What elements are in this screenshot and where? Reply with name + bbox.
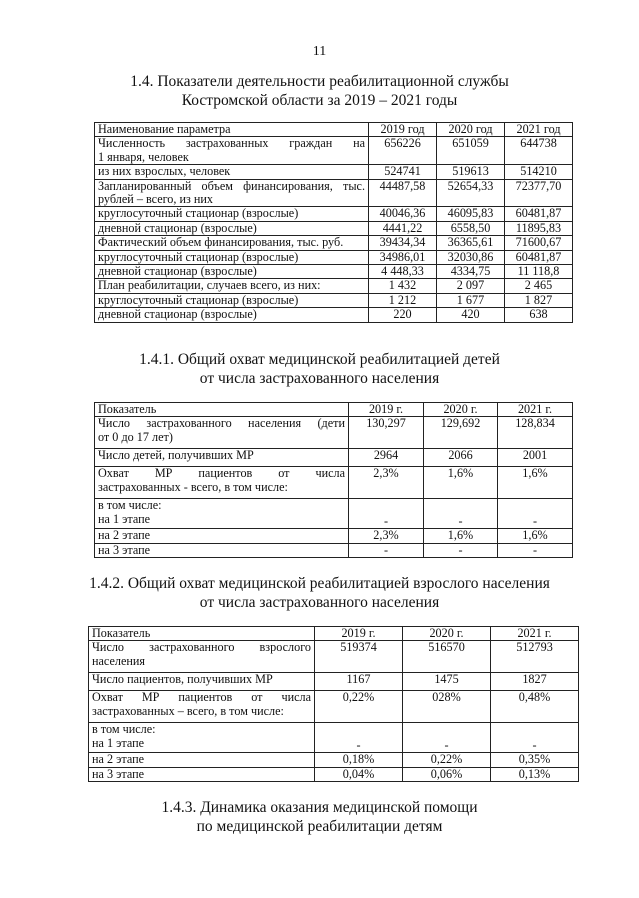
table-row xyxy=(95,467,573,499)
header-cell: 2019 год xyxy=(369,123,437,137)
section-1-4-title xyxy=(0,72,639,110)
value-cell: 656226 xyxy=(369,137,437,165)
value-cell: 2 465 xyxy=(505,279,573,293)
value-cell: 2 097 xyxy=(437,279,505,293)
value-cell: - xyxy=(349,543,424,557)
value-cell: 1,6% xyxy=(424,467,498,499)
value-cell: 4441,22 xyxy=(369,221,437,235)
row-label: на 3 этапе xyxy=(95,543,349,557)
value-cell: 40046,36 xyxy=(369,207,437,221)
value-cell: 44487,58 xyxy=(369,179,437,207)
value-cell: - xyxy=(491,723,579,753)
header-cell: 2021 г. xyxy=(491,627,579,641)
adult-coverage-table xyxy=(88,626,579,782)
title-line: 1.4.3. Динамика оказания медицинской помощи xyxy=(161,799,478,816)
table-row xyxy=(95,137,573,165)
value-cell: 11 118,8 xyxy=(505,265,573,279)
table-row xyxy=(95,308,573,322)
header-cell: 2019 г. xyxy=(315,627,403,641)
value-cell: 519374 xyxy=(315,641,403,673)
table-row xyxy=(89,673,579,691)
value-cell: 516570 xyxy=(403,641,491,673)
value-cell: 524741 xyxy=(369,165,437,179)
value-cell: 11895,83 xyxy=(505,221,573,235)
value-cell: 1 677 xyxy=(437,293,505,307)
value-cell: 32030,86 xyxy=(437,250,505,264)
title-line: 1.4.1. Общий охват медицинской реабилитацией детей xyxy=(139,351,500,368)
row-label: Число застрахованного населения (дети от 0 до 17 лет) xyxy=(95,417,349,449)
table-row xyxy=(89,641,579,673)
value-cell: 60481,87 xyxy=(505,250,573,264)
table-row xyxy=(95,265,573,279)
value-cell: 39434,34 xyxy=(369,236,437,250)
value-cell: 519613 xyxy=(437,165,505,179)
table-row xyxy=(95,417,573,449)
row-label: на 2 этапе xyxy=(89,753,315,767)
section-1-4-2-title xyxy=(0,574,639,612)
title-line: от числа застрахованного населения xyxy=(199,594,440,611)
value-cell: 128,834 xyxy=(498,417,573,449)
header-cell: 2019 г. xyxy=(349,403,424,417)
indicators-table xyxy=(94,122,573,323)
value-cell: 0,22% xyxy=(403,753,491,767)
value-cell: 0,35% xyxy=(491,753,579,767)
value-cell: 514210 xyxy=(505,165,573,179)
row-label: Фактический объем финансирования, тыс. руб. xyxy=(95,236,369,250)
row-label: Число застрахованного взрослого населения xyxy=(89,641,315,673)
children-coverage-table xyxy=(94,402,573,558)
value-cell: - xyxy=(403,723,491,753)
value-cell: 651059 xyxy=(437,137,505,165)
value-cell: 1 432 xyxy=(369,279,437,293)
value-cell: 0,22% xyxy=(315,691,403,723)
header-cell: 2020 год xyxy=(437,123,505,137)
row-label: дневной стационар (взрослые) xyxy=(95,221,369,235)
page-number: 11 xyxy=(312,44,327,59)
row-label: План реабилитации, случаев всего, из них: xyxy=(95,279,369,293)
value-cell: 130,297 xyxy=(349,417,424,449)
title-line: 1.4. Показатели деятельности реабилитационной службы xyxy=(130,73,509,90)
value-cell: 1,6% xyxy=(498,529,573,543)
value-cell: 6558,50 xyxy=(437,221,505,235)
table-row xyxy=(95,279,573,293)
value-cell: 1167 xyxy=(315,673,403,691)
value-cell: 1,6% xyxy=(498,467,573,499)
row-label: круглосуточный стационар (взрослые) xyxy=(95,293,369,307)
value-cell: 60481,87 xyxy=(505,207,573,221)
table-row xyxy=(95,499,573,529)
value-cell: 4 448,33 xyxy=(369,265,437,279)
header-cell: 2021 год xyxy=(505,123,573,137)
row-label: Число детей, получивших МР xyxy=(95,449,349,467)
value-cell: 0,48% xyxy=(491,691,579,723)
value-cell: 1,6% xyxy=(424,529,498,543)
table-row xyxy=(95,179,573,207)
header-cell: Показатель xyxy=(89,627,315,641)
header-cell: Показатель xyxy=(95,403,349,417)
table-row xyxy=(89,753,579,767)
value-cell: 72377,70 xyxy=(505,179,573,207)
value-cell: - xyxy=(349,499,424,529)
table-row xyxy=(89,767,579,781)
value-cell: 2,3% xyxy=(349,529,424,543)
value-cell: 2001 xyxy=(498,449,573,467)
header-cell: Наименование параметра xyxy=(95,123,369,137)
title-line: от числа застрахованного населения xyxy=(199,370,440,387)
value-cell: 1 212 xyxy=(369,293,437,307)
row-label: Запланированный объем финансирования, тыс. рублей – всего, из них xyxy=(95,179,369,207)
table-header-row xyxy=(95,123,573,137)
value-cell: - xyxy=(424,543,498,557)
table-row xyxy=(95,449,573,467)
title-line: Костромской области за 2019 – 2021 годы xyxy=(181,92,458,109)
row-label: Численность застрахованных граждан на 1 января, человек xyxy=(95,137,369,165)
table-row xyxy=(95,221,573,235)
table-header-row xyxy=(89,627,579,641)
row-label: круглосуточный стационар (взрослые) xyxy=(95,207,369,221)
value-cell: 420 xyxy=(437,308,505,322)
table-row xyxy=(95,543,573,557)
value-cell: - xyxy=(498,543,573,557)
row-label: из них взрослых, человек xyxy=(95,165,369,179)
value-cell: 4334,75 xyxy=(437,265,505,279)
row-label: дневной стационар (взрослые) xyxy=(95,308,369,322)
value-cell: 2,3% xyxy=(349,467,424,499)
row-label: в том числе: на 1 этапе xyxy=(89,723,315,753)
value-cell: 0,06% xyxy=(403,767,491,781)
header-cell: 2021 г. xyxy=(498,403,573,417)
table-row xyxy=(89,723,579,753)
value-cell: 2964 xyxy=(349,449,424,467)
value-cell: 0,04% xyxy=(315,767,403,781)
value-cell: 0,13% xyxy=(491,767,579,781)
value-cell: 34986,01 xyxy=(369,250,437,264)
value-cell: 220 xyxy=(369,308,437,322)
value-cell: 36365,61 xyxy=(437,236,505,250)
table-row xyxy=(95,207,573,221)
table-row xyxy=(95,293,573,307)
value-cell: 2066 xyxy=(424,449,498,467)
table-row xyxy=(95,250,573,264)
table-row xyxy=(95,529,573,543)
row-label: Число пациентов, получивших МР xyxy=(89,673,315,691)
value-cell: 46095,83 xyxy=(437,207,505,221)
value-cell: - xyxy=(424,499,498,529)
row-label: дневной стационар (взрослые) xyxy=(95,265,369,279)
row-label: в том числе: на 1 этапе xyxy=(95,499,349,529)
table-row xyxy=(95,236,573,250)
value-cell: 52654,33 xyxy=(437,179,505,207)
value-cell: 1 827 xyxy=(505,293,573,307)
value-cell: - xyxy=(498,499,573,529)
table-row xyxy=(95,165,573,179)
row-label: на 3 этапе xyxy=(89,767,315,781)
table-header-row xyxy=(95,403,573,417)
value-cell: 1475 xyxy=(403,673,491,691)
value-cell: - xyxy=(315,723,403,753)
row-label: на 2 этапе xyxy=(95,529,349,543)
row-label: круглосуточный стационар (взрослые) xyxy=(95,250,369,264)
value-cell: 644738 xyxy=(505,137,573,165)
value-cell: 512793 xyxy=(491,641,579,673)
value-cell: 0,18% xyxy=(315,753,403,767)
section-1-4-3-title xyxy=(0,798,639,836)
value-cell: 71600,67 xyxy=(505,236,573,250)
header-cell: 2020 г. xyxy=(424,403,498,417)
value-cell: 028% xyxy=(403,691,491,723)
row-label: Охват МР пациентов от числа застрахованных – всего, в том числе: xyxy=(89,691,315,723)
value-cell: 1827 xyxy=(491,673,579,691)
value-cell: 129,692 xyxy=(424,417,498,449)
value-cell: 638 xyxy=(505,308,573,322)
title-line: по медицинской реабилитации детям xyxy=(196,818,443,835)
row-label: Охват МР пациентов от числа застрахованных - всего, в том числе: xyxy=(95,467,349,499)
table-row xyxy=(89,691,579,723)
title-line: 1.4.2. Общий охват медицинской реабилитацией взрослого населения xyxy=(89,575,550,592)
header-cell: 2020 г. xyxy=(403,627,491,641)
section-1-4-1-title xyxy=(0,350,639,388)
